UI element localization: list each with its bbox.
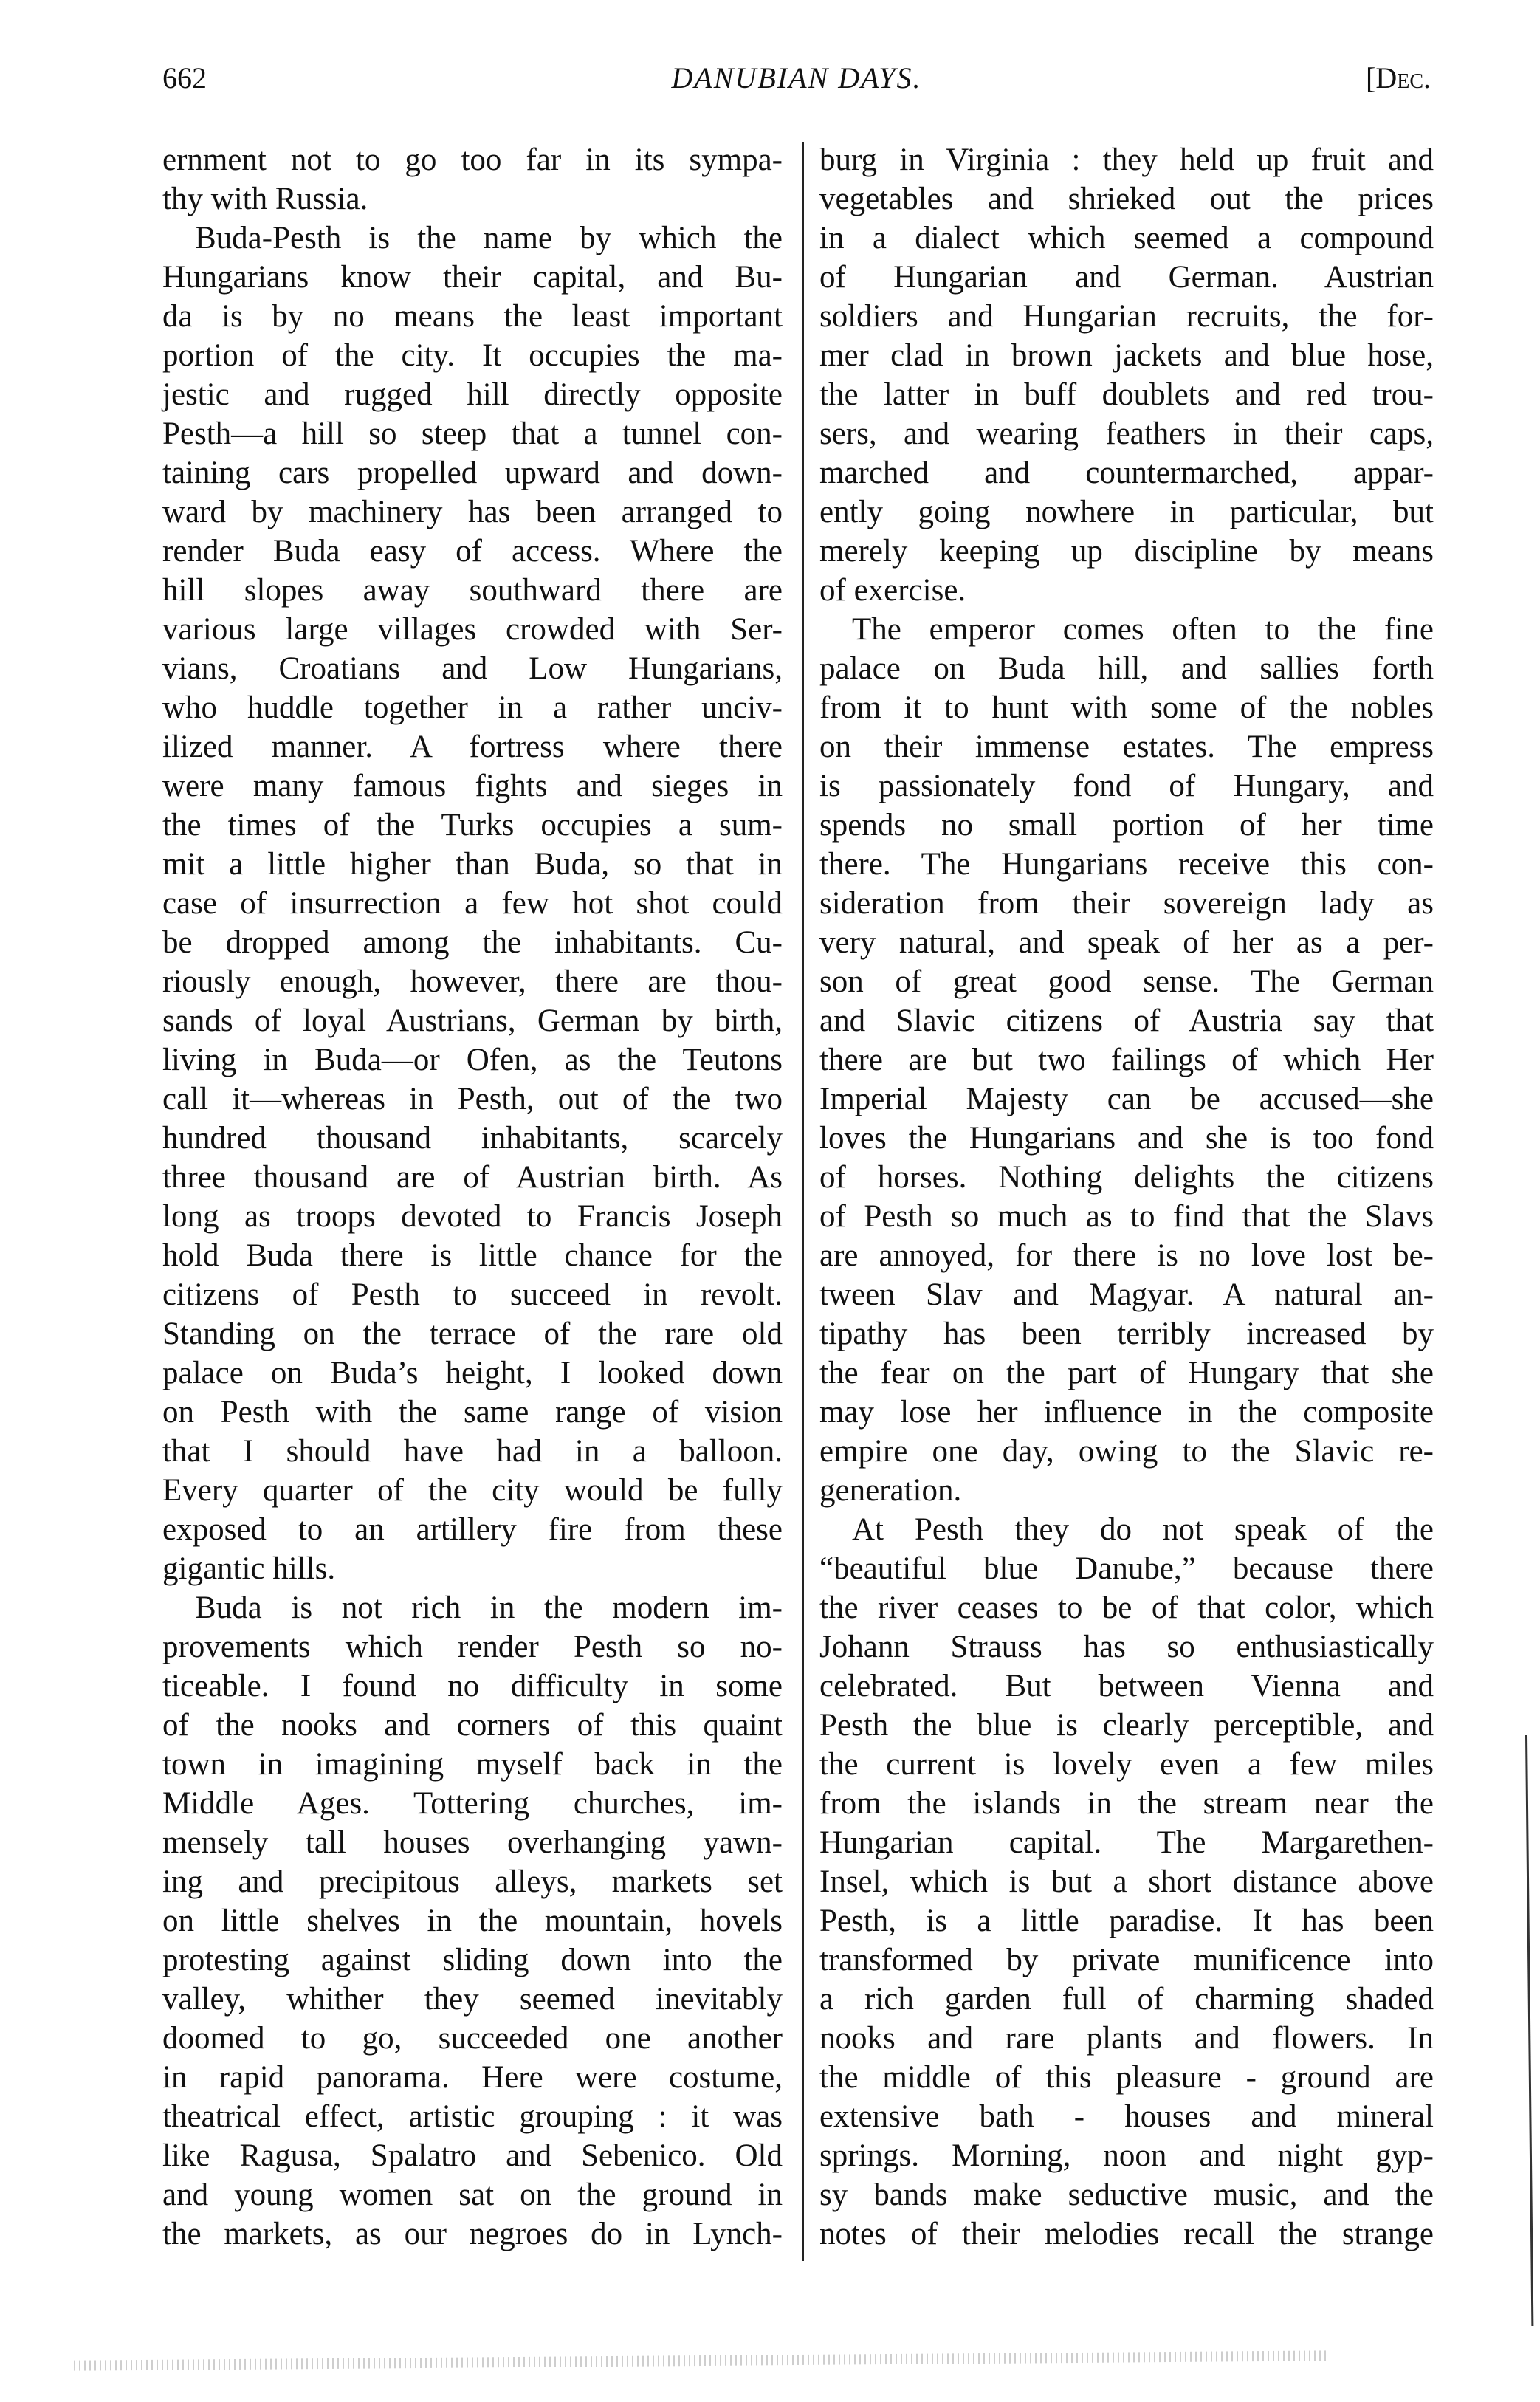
text-line: call it—whereas in Pesth, out of the two xyxy=(162,1082,783,1116)
text-line: render Buda easy of access. Where the xyxy=(162,534,783,569)
text-line: on their immense estates. The empress xyxy=(819,730,1434,764)
text-line: from it to hunt with some of the nobles xyxy=(819,690,1434,725)
text-line: mensely tall houses overhanging yawn- xyxy=(162,1825,783,1860)
text-line: theatrical effect, artistic grouping : it was xyxy=(162,2099,783,2134)
text-line: vians, Croatians and Low Hungarians, xyxy=(162,651,783,686)
text-line: of Pesth so much as to find that the Slavs xyxy=(819,1199,1434,1234)
text-line: Insel, which is but a short distance above xyxy=(819,1864,1434,1899)
text-line: ilized manner. A fortress where there xyxy=(162,730,783,764)
text-line: Hungarians know their capital, and Bu- xyxy=(162,260,783,295)
text-line: of Hungarian and German. Austrian xyxy=(819,260,1434,295)
text-line: and Slavic citizens of Austria say that xyxy=(819,1003,1434,1038)
text-line: citizens of Pesth to succeed in revolt. xyxy=(162,1277,783,1312)
text-line: Hungarian capital. The Margarethen- xyxy=(819,1825,1434,1860)
left-column xyxy=(162,140,783,2254)
text-line: the middle of this pleasure - ground are xyxy=(819,2060,1434,2095)
text-line: thy with Russia. xyxy=(162,182,368,216)
text-line: there are but two failings of which Her xyxy=(819,1043,1434,1077)
text-line: riously enough, however, there are thou- xyxy=(162,964,783,999)
text-line: ing and precipitous alleys, markets set xyxy=(162,1864,783,1899)
text-line: loves the Hungarians and she is too fond xyxy=(819,1121,1434,1156)
text-line: is passionately fond of Hungary, and xyxy=(819,769,1434,803)
text-line: the markets, as our negroes do in Lynch- xyxy=(162,2217,783,2251)
text-line: town in imagining myself back in the xyxy=(162,1747,783,1782)
text-line: hold Buda there is little chance for the xyxy=(162,1238,783,1273)
text-line: taining cars propelled upward and down- xyxy=(162,456,783,490)
text-line: Pesth the blue is clearly perceptible, and xyxy=(819,1708,1434,1743)
text-line: notes of their melodies recall the strange xyxy=(819,2217,1434,2251)
text-line: like Ragusa, Spalatro and Sebenico. Old xyxy=(162,2138,783,2173)
text-line: three thousand are of Austrian birth. As xyxy=(162,1160,783,1195)
text-line: the fear on the part of Hungary that she xyxy=(819,1356,1434,1390)
running-title: DANUBIAN DAYS. xyxy=(671,61,922,95)
text-line: Pesth, is a little paradise. It has been xyxy=(819,1904,1434,1938)
text-line: transformed by private munificence into xyxy=(819,1943,1434,1977)
text-line: long as troops devoted to Francis Joseph xyxy=(162,1199,783,1234)
text-line: provements which render Pesth so no- xyxy=(162,1630,783,1664)
text-line: were many famous fights and sieges in xyxy=(162,769,783,803)
text-line: Johann Strauss has so enthusiastically xyxy=(819,1630,1434,1664)
running-date xyxy=(1366,62,1431,95)
text-line: case of insurrection a few hot shot could xyxy=(162,886,783,921)
text-line: Imperial Majesty can be accused—she xyxy=(819,1082,1434,1116)
text-line: merely keeping up discipline by means xyxy=(819,534,1434,569)
text-line: there. The Hungarians receive this con- xyxy=(819,847,1434,882)
text-line: sers, and wearing feathers in their caps, xyxy=(819,416,1434,451)
page-number: 662 xyxy=(162,61,207,95)
text-line: on Pesth with the same range of vision xyxy=(162,1395,783,1430)
text-line: sideration from their sovereign lady as xyxy=(819,886,1434,921)
text-line: in a dialect which seemed a compound xyxy=(819,221,1434,255)
text-line: and young women sat on the ground in xyxy=(162,2178,783,2212)
text-line: who huddle together in a rather unciv- xyxy=(162,690,783,725)
text-line: doomed to go, succeeded one another xyxy=(162,2021,783,2056)
text-line: Pesth—a hill so steep that a tunnel con- xyxy=(162,416,783,451)
text-line: in rapid panorama. Here were costume, xyxy=(162,2060,783,2095)
text-line: gigantic hills. xyxy=(162,1551,336,1586)
text-line: celebrated. But between Vienna and xyxy=(819,1669,1434,1703)
scan-artifact xyxy=(74,2350,1329,2370)
text-line: empire one day, owing to the Slavic re- xyxy=(819,1434,1434,1469)
text-line: Middle Ages. Tottering churches, im- xyxy=(162,1786,783,1821)
text-line: “beautiful blue Danube,” because there xyxy=(819,1551,1434,1586)
column-divider xyxy=(802,142,804,2261)
text-line: Buda-Pesth is the name by which the xyxy=(195,221,783,255)
text-line: various large villages crowded with Ser- xyxy=(162,612,783,647)
text-line: tween Slav and Magyar. A natural an- xyxy=(819,1277,1434,1312)
text-line: tipathy has been terribly increased by xyxy=(819,1317,1434,1351)
text-line: valley, whither they seemed inevitably xyxy=(162,1982,783,2017)
text-line: ently going nowhere in particular, but xyxy=(819,495,1434,529)
text-line: the river ceases to be of that color, which xyxy=(819,1591,1434,1625)
text-line: that I should have had in a balloon. xyxy=(162,1434,783,1469)
text-line: living in Buda—or Ofen, as the Teutons xyxy=(162,1043,783,1077)
text-line: spends no small portion of her time xyxy=(819,808,1434,843)
text-line: palace on Buda hill, and sallies forth xyxy=(819,651,1434,686)
text-line: ernment not to go too far in its sympa- xyxy=(162,143,783,177)
text-line: portion of the city. It occupies the ma- xyxy=(162,338,783,373)
text-line: from the islands in the stream near the xyxy=(819,1786,1434,1821)
text-line: Buda is not rich in the modern im- xyxy=(195,1591,783,1625)
text-line: Standing on the terrace of the rare old xyxy=(162,1317,783,1351)
text-line: marched and countermarched, appar- xyxy=(819,456,1434,490)
text-line: soldiers and Hungarian recruits, the for- xyxy=(819,299,1434,334)
right-column xyxy=(819,140,1434,2254)
text-line: exposed to an artillery fire from these xyxy=(162,1512,783,1547)
text-line: be dropped among the inhabitants. Cu- xyxy=(162,925,783,960)
month: Dec. xyxy=(1375,61,1431,95)
text-line: of horses. Nothing delights the citizens xyxy=(819,1160,1434,1195)
text-line: sands of loyal Austrians, German by birth, xyxy=(162,1003,783,1038)
text-line: ward by machinery has been arranged to xyxy=(162,495,783,529)
text-line: the times of the Turks occupies a sum- xyxy=(162,808,783,843)
text-line: nooks and rare plants and flowers. In xyxy=(819,2021,1434,2056)
text-line: of exercise. xyxy=(819,573,966,608)
text-line: jestic and rugged hill directly opposite xyxy=(162,377,783,412)
text-line: hill slopes away southward there are xyxy=(162,573,783,608)
text-line: burg in Virginia : they held up fruit and xyxy=(819,143,1434,177)
text-line: At Pesth they do not speak of the xyxy=(852,1512,1434,1547)
text-line: may lose her influence in the composite xyxy=(819,1395,1434,1430)
bracket: [ xyxy=(1366,61,1376,95)
text-line: hundred thousand inhabitants, scarcely xyxy=(162,1121,783,1156)
text-line: Every quarter of the city would be fully xyxy=(162,1473,783,1508)
text-line: on little shelves in the mountain, hovels xyxy=(162,1904,783,1938)
text-line: the current is lovely even a few miles xyxy=(819,1747,1434,1782)
text-line: palace on Buda’s height, I looked down xyxy=(162,1356,783,1390)
text-line: son of great good sense. The German xyxy=(819,964,1434,999)
text-line: springs. Morning, noon and night gyp- xyxy=(819,2138,1434,2173)
text-line: of the nooks and corners of this quaint xyxy=(162,1708,783,1743)
text-line: are annoyed, for there is no love lost be- xyxy=(819,1238,1434,1273)
text-line: sy bands make seductive music, and the xyxy=(819,2178,1434,2212)
text-line: mer clad in brown jackets and blue hose, xyxy=(819,338,1434,373)
text-line: the latter in buff doublets and red trou- xyxy=(819,377,1434,412)
text-line: a rich garden full of charming shaded xyxy=(819,1982,1434,2017)
text-line: The emperor comes often to the fine xyxy=(852,612,1434,647)
text-line: very natural, and speak of her as a per- xyxy=(819,925,1434,960)
text-line: vegetables and shrieked out the prices xyxy=(819,182,1434,216)
running-head xyxy=(162,62,1431,99)
text-line: extensive bath - houses and mineral xyxy=(819,2099,1434,2134)
text-line: protesting against sliding down into the xyxy=(162,1943,783,1977)
text-line: da is by no means the least important xyxy=(162,299,783,334)
text-line: mit a little higher than Buda, so that in xyxy=(162,847,783,882)
text-line: generation. xyxy=(819,1473,962,1508)
text-line: ticeable. I found no difficulty in some xyxy=(162,1669,783,1703)
page-edge-line xyxy=(1525,1735,1533,2326)
